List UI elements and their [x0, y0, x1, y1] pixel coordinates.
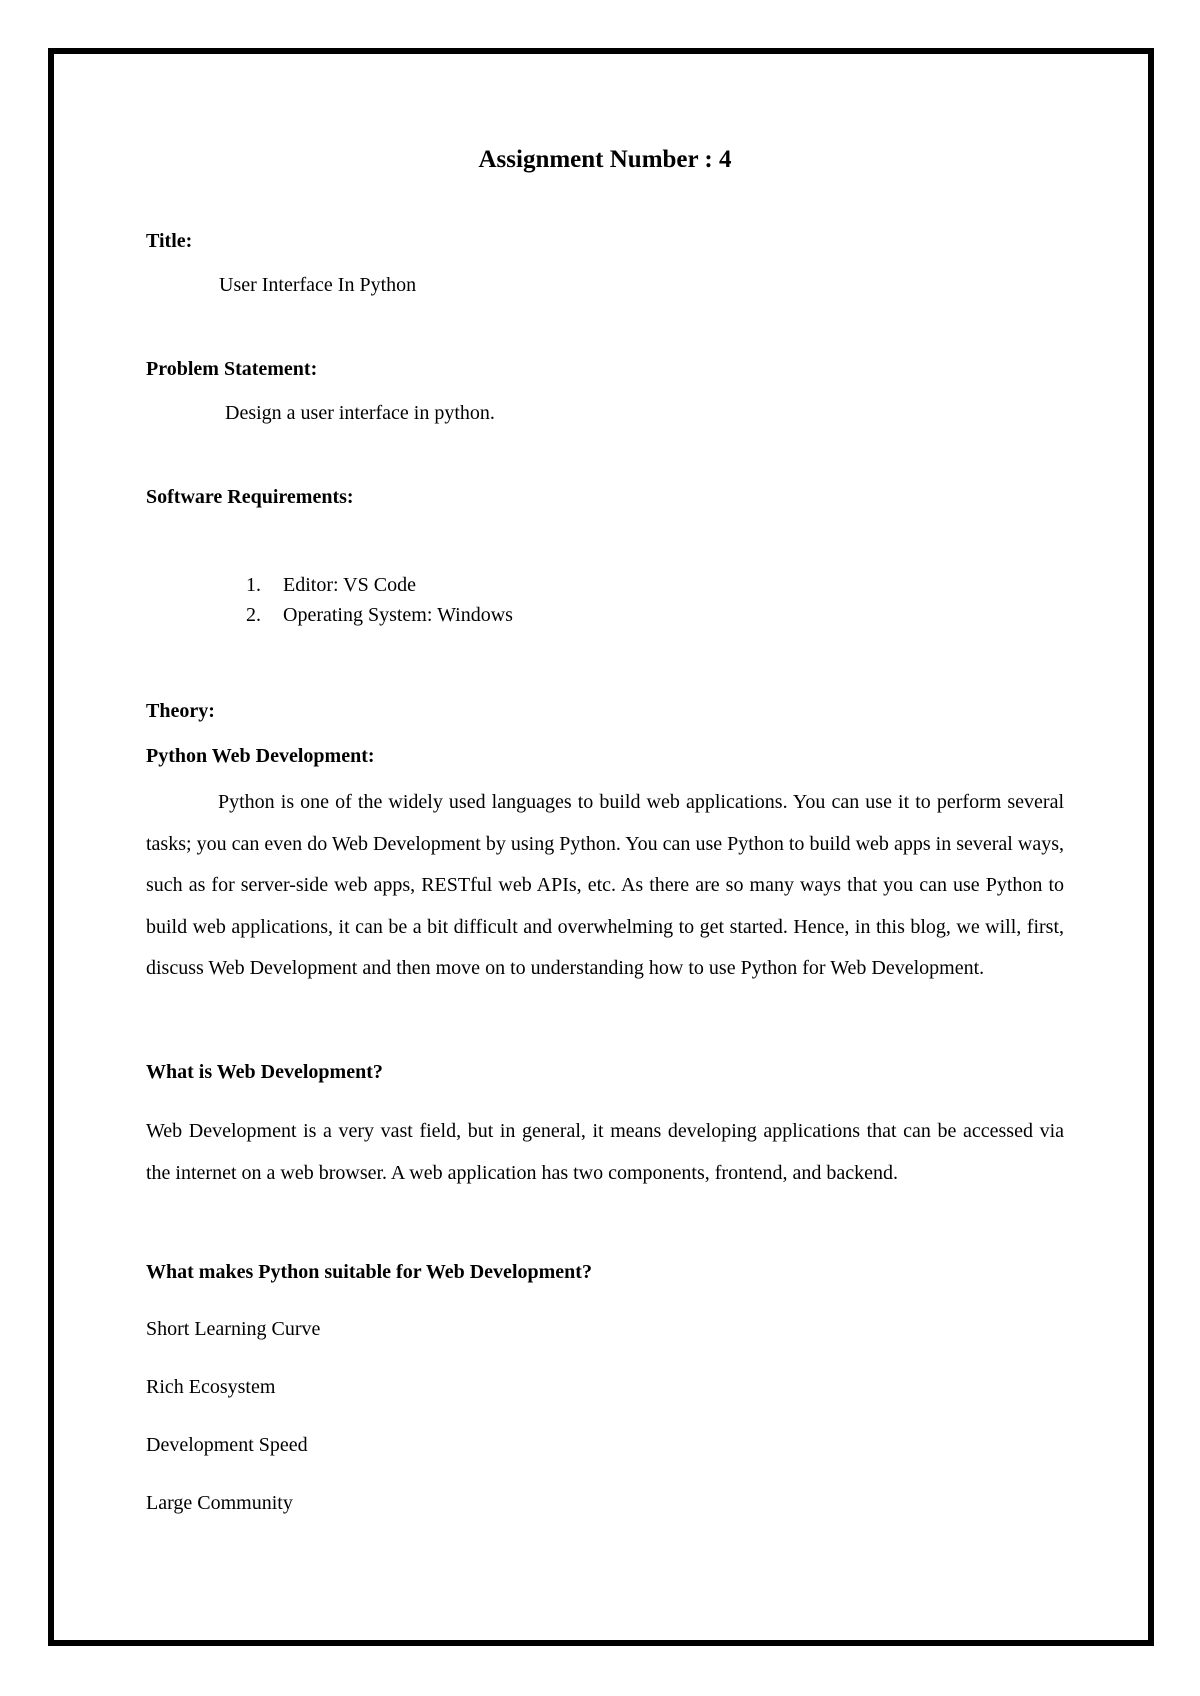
list-item: Short Learning Curve — [146, 1318, 321, 1340]
list-item: Large Community — [146, 1492, 293, 1514]
title-heading: Title: — [146, 230, 193, 252]
list-item — [246, 570, 513, 600]
list-item-text: Editor: VS Code — [283, 574, 416, 596]
list-item-text: Operating System: Windows — [283, 604, 513, 626]
what-is-web-development-heading: What is Web Development? — [146, 1061, 383, 1083]
title-value: User Interface In Python — [219, 274, 417, 296]
software-requirements-list — [246, 570, 513, 630]
what-is-web-development-paragraph: Web Development is a very vast field, but in general, it means developing applications that can be accessed via the internet on a web browser. A web application has two components, frontend, and backend. — [146, 1120, 1064, 1184]
assignment-title: Assignment Number : 4 — [478, 146, 732, 173]
python-web-development-heading: Python Web Development: — [146, 745, 375, 767]
theory-heading: Theory: — [146, 700, 215, 722]
list-item: Development Speed — [146, 1434, 308, 1456]
python-web-development-paragraph: Python is one of the widely used languages to build web applications. You can use it to perform several tasks; you can even do Web Development by using Python. You can use Python to build web apps in several ways, such as for server-side web apps, RESTful web APIs, etc. As there are so many ways that you can use Python to build web applications, it can be a bit difficult and overwhelming to get started. Hence, in this blog, we will, first, discuss Web Development and then move on to understanding how to use Python for Web Development. — [146, 791, 1064, 980]
python-suitable-heading: What makes Python suitable for Web Development? — [146, 1261, 592, 1283]
list-item-number: 1. — [246, 574, 261, 596]
list-item: Rich Ecosystem — [146, 1376, 276, 1398]
list-item — [246, 600, 513, 630]
problem-statement-value: Design a user interface in python. — [225, 402, 495, 424]
software-requirements-heading: Software Requirements: — [146, 486, 354, 508]
document-content — [146, 0, 1064, 1696]
list-item-number: 2. — [246, 604, 261, 626]
problem-statement-heading: Problem Statement: — [146, 358, 318, 380]
